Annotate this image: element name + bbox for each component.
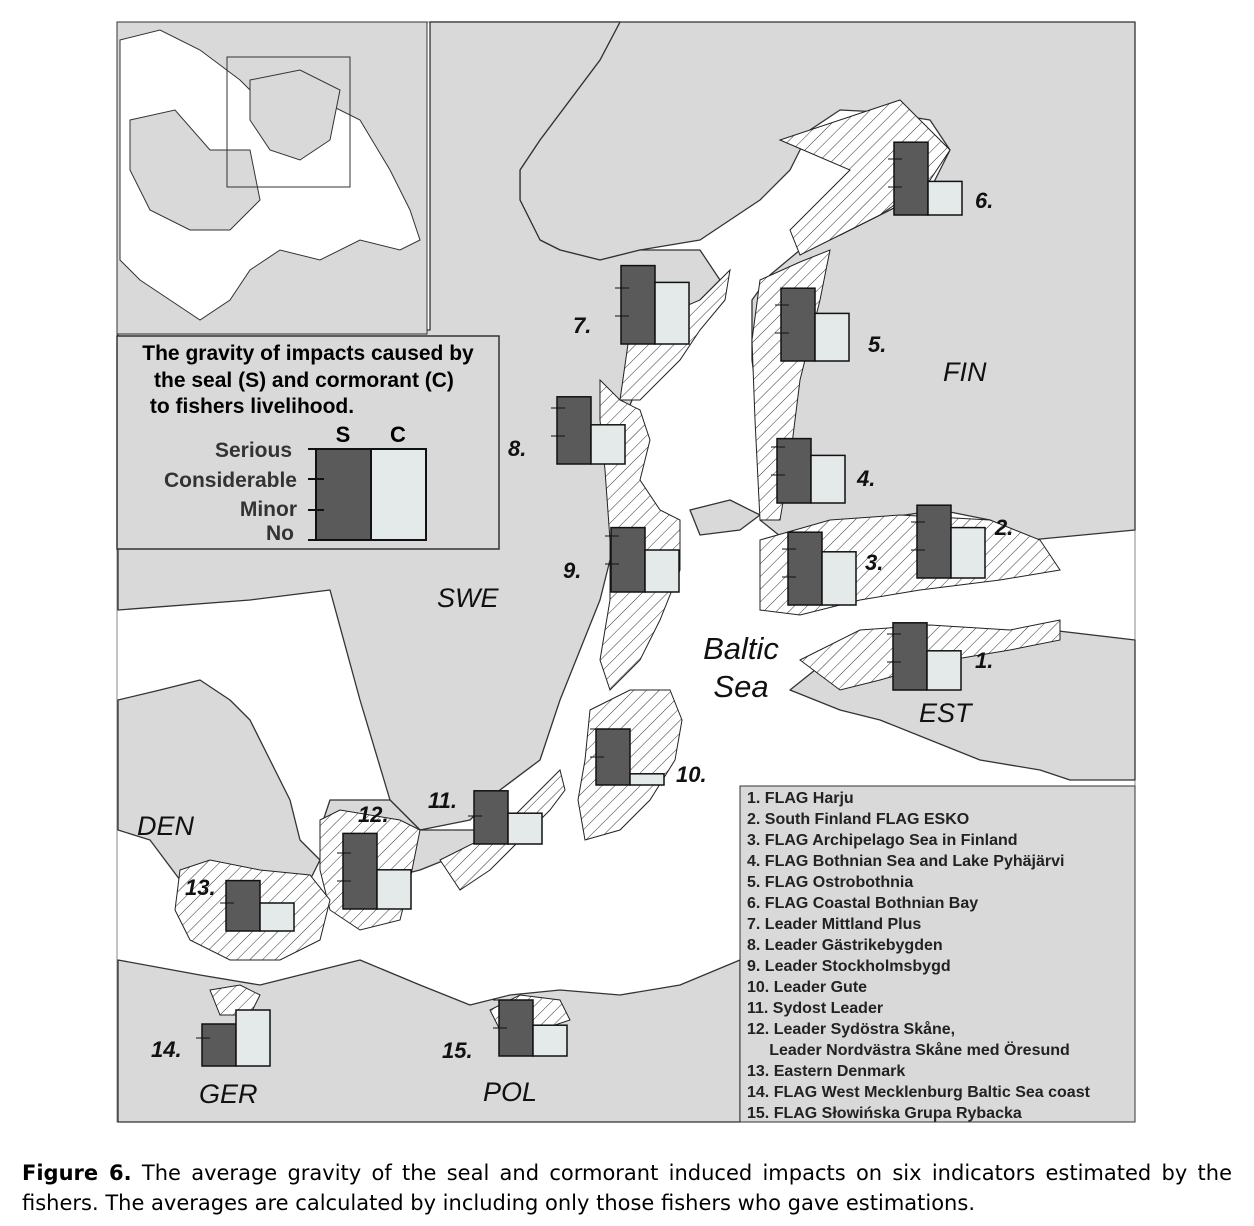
country-label-swe: SWE	[437, 583, 499, 613]
bar-cormorant-area-7	[655, 282, 689, 344]
area-number-label: 2.	[995, 515, 1014, 540]
bar-cormorant-area-1	[927, 651, 961, 690]
bar-cormorant-area-6	[928, 181, 962, 215]
caption-label: Figure 6.	[22, 1161, 132, 1185]
bar-seal-area-3	[788, 532, 822, 605]
legend-item: 2. South Finland FLAG ESKO	[747, 811, 970, 828]
legend-item: 8. Leader Gästrikebygden	[747, 937, 943, 954]
legend-item: 15. FLAG Słowińska Grupa Rybacka	[747, 1105, 1022, 1122]
area-number-label: 7.	[573, 313, 592, 338]
area-number-label: 1.	[975, 648, 994, 673]
bar-cormorant-area-14	[236, 1010, 270, 1066]
key-series-s: S	[335, 422, 351, 447]
bar-seal-area-5	[781, 288, 815, 361]
area-number-label: 9.	[563, 558, 582, 583]
area-number-label: 14.	[151, 1037, 182, 1062]
country-label-fin: FIN	[943, 357, 987, 387]
legend-item: 14. FLAG West Mecklenburg Baltic Sea coast	[747, 1084, 1090, 1101]
sea-label-line-1: Baltic	[703, 631, 779, 666]
legend-item: 1. FLAG Harju	[747, 790, 854, 807]
key-series-c: C	[390, 422, 406, 447]
key-title-line-3: to fishers livelihood.	[149, 395, 355, 418]
legend-item: 7. Leader Mittland Plus	[747, 916, 922, 933]
bar-seal-area-9	[611, 528, 645, 592]
bar-seal-area-12	[343, 833, 377, 909]
bar-seal-area-4	[777, 439, 811, 503]
legend-item: 12. Leader Sydöstra Skåne,	[747, 1021, 956, 1038]
key-bar-seal	[316, 449, 371, 540]
bar-cormorant-area-9	[645, 550, 679, 592]
bar-seal-area-7	[621, 266, 655, 344]
legend-item: 13. Eastern Denmark	[747, 1063, 906, 1080]
key-scale-considerable: Considerable	[163, 469, 297, 492]
bar-seal-area-6	[894, 142, 928, 215]
key-scale-serious: Serious	[214, 439, 292, 462]
key-scale-minor: Minor	[239, 498, 297, 521]
area-number-label: 13.	[185, 875, 216, 900]
area-number-label: 4.	[857, 466, 876, 491]
key-title-line-1: The gravity of impacts caused by	[142, 342, 474, 365]
bar-seal-area-11	[474, 791, 508, 844]
bar-cormorant-area-13	[260, 903, 294, 931]
sea-label-line-2: Sea	[713, 669, 769, 704]
figure-caption	[22, 1158, 1232, 1218]
bar-cormorant-area-8	[591, 425, 625, 464]
bar-cormorant-area-15	[533, 1025, 567, 1056]
legend-item: 6. FLAG Coastal Bothnian Bay	[747, 895, 979, 912]
key-box	[117, 336, 499, 549]
bar-cormorant-area-10	[630, 774, 664, 785]
bar-seal-area-14	[202, 1024, 236, 1066]
legend-item: 11. Sydost Leader	[747, 1000, 884, 1017]
bar-cormorant-area-3	[822, 552, 856, 605]
legend-item: 9. Leader Stockholmsbygd	[747, 958, 951, 975]
area-legend	[740, 786, 1135, 1122]
area-number-label: 11.	[428, 788, 457, 813]
bar-cormorant-area-5	[815, 313, 849, 361]
key-scale-no: No	[266, 522, 294, 545]
legend-item: 3. FLAG Archipelago Sea in Finland	[747, 832, 1018, 849]
area-number-label: 12.	[358, 802, 389, 827]
bar-cormorant-area-11	[508, 813, 542, 844]
area-number-label: 3.	[865, 550, 884, 575]
key-bar-cormorant	[371, 449, 426, 540]
legend-item: Leader Nordvästra Skåne med Öresund	[747, 1042, 1070, 1059]
bar-cormorant-area-4	[811, 455, 845, 503]
country-label-pol: POL	[483, 1077, 538, 1107]
bar-seal-area-8	[557, 397, 591, 464]
bar-cormorant-area-2	[951, 528, 985, 578]
legend-item: 5. FLAG Ostrobothnia	[747, 874, 914, 891]
key-title-line-2: the seal (S) and cormorant (C)	[154, 369, 454, 392]
legend-item: 4. FLAG Bothnian Sea and Lake Pyhäjärvi	[747, 853, 1065, 870]
caption-text: The average gravity of the seal and cormorant induced impacts on six indicators estimated by the fishers. The averages are calculated by including only those fishers who gave estimations.	[22, 1161, 1232, 1215]
area-number-label: 15.	[442, 1038, 473, 1063]
country-label-ger: GER	[199, 1079, 258, 1109]
area-number-label: 5.	[868, 332, 887, 357]
area-number-label: 6.	[975, 188, 994, 213]
bar-seal-area-1	[893, 623, 927, 690]
area-number-label: 8.	[508, 436, 527, 461]
bar-cormorant-area-12	[377, 870, 411, 909]
legend-item: 10. Leader Gute	[747, 979, 868, 996]
bar-seal-area-2	[917, 505, 951, 578]
bar-seal-area-13	[226, 881, 260, 931]
country-label-est: EST	[919, 698, 972, 728]
europe-inset-map	[117, 22, 427, 334]
area-number-label: 10.	[676, 762, 707, 787]
country-label-den: DEN	[137, 811, 195, 841]
